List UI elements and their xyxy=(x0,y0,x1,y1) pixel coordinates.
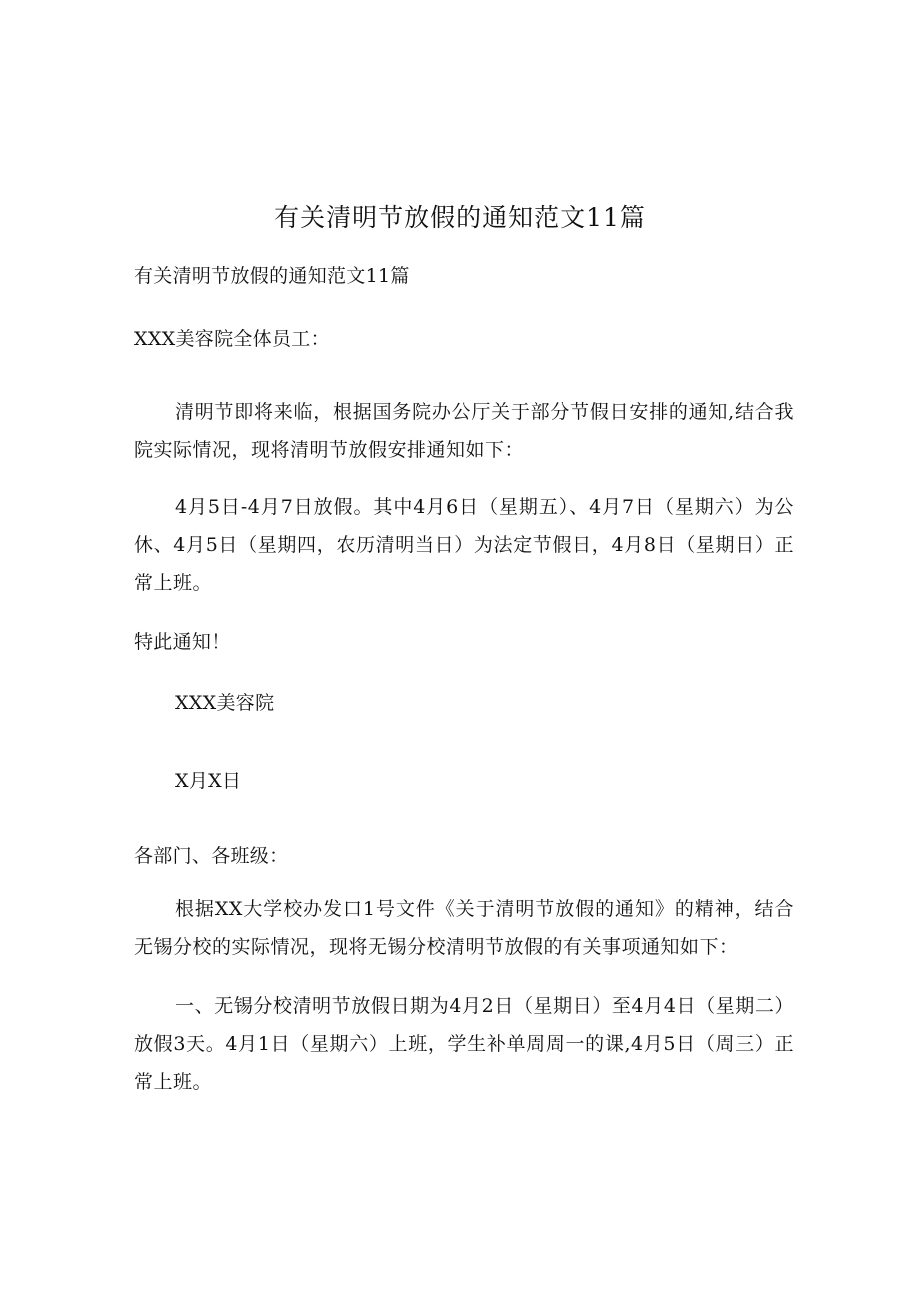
notice2-paragraph-2: 一、无锡分校清明节放假日期为4月2日（星期日）至4月4日（星期二）放假3天。4月1日（星期六）上班，学生补单周周一的课,4月5日（周三）正常上班。 xyxy=(134,995,794,1093)
document-title: 有关清明节放假的通知范文11篇 xyxy=(274,203,646,232)
document-subtitle: 有关清明节放假的通知范文11篇 xyxy=(134,265,410,287)
notice1-signature: XXX美容院 xyxy=(175,692,275,714)
notice1-salutation: XXX美容院全体员工： xyxy=(134,328,330,350)
notice1-paragraph-2: 4月5日-4月7日放假。其中4月6日（星期五）、4月7日（星期六）为公休、4月5日（星期四，农历清明当日）为法定节假日，4月8日（星期日）正常上班。 xyxy=(134,496,794,594)
notice2-salutation: 各部门、各班级： xyxy=(134,845,289,867)
notice1-date: X月X日 xyxy=(175,770,242,792)
notice1-closing: 特此通知！ xyxy=(134,631,231,653)
notice1-paragraph-1: 清明节即将来临，根据国务院办公厅关于部分节假日安排的通知,结合我院实际情况，现将清明节放假安排通知如下： xyxy=(134,401,794,461)
notice2-paragraph-1: 根据XX大学校办发口1号文件《关于清明节放假的通知》的精神，结合无锡分校的实际情况，现将无锡分校清明节放假的有关事项通知如下： xyxy=(134,898,794,958)
